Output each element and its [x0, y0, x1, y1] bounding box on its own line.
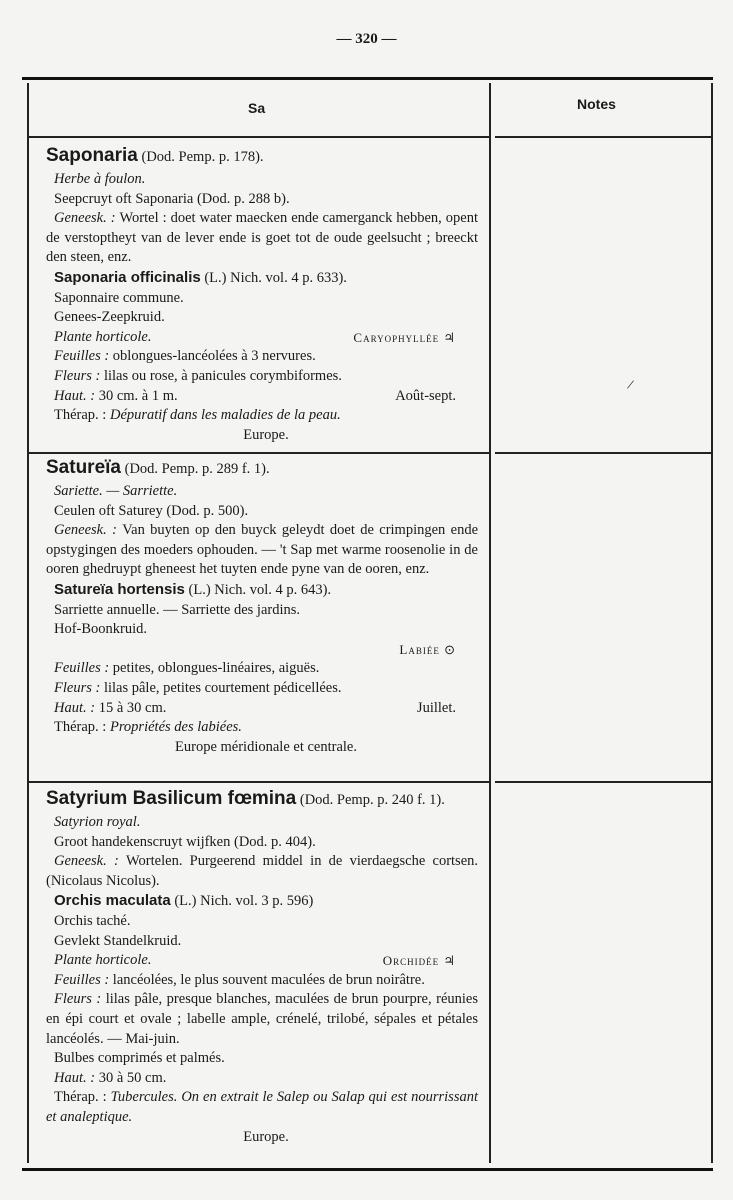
text-segment: Haut. : — [54, 699, 99, 716]
left-border — [27, 83, 29, 1163]
text-segment: Europe. — [243, 426, 289, 443]
text-segment: Saponaria — [46, 145, 138, 166]
text-segment: (Dod. Pemp. p. 289 f. 1). — [120, 461, 270, 477]
entry-line — [46, 482, 478, 502]
entry-paragraph — [46, 209, 478, 268]
text-segment: Van buyten op den buyck geleydt doet de crimpingen ende opstygingen des moeders ophouden. — 't Sap met warme roosenolie in de ooren ghedruypt gheneest het tuyten ende pyne van de ooren, enz. — [46, 522, 479, 578]
text-segment: Geneesk. : — [54, 522, 123, 539]
column-header-notes: Notes — [577, 96, 616, 112]
entry-line — [46, 813, 478, 833]
text-segment: Thérap. : — [54, 719, 110, 736]
entry-line — [46, 190, 478, 210]
text-segment: Satyrium Basilicum fœmina — [46, 788, 297, 809]
text-segment: Thérap. : — [54, 1089, 111, 1106]
notes-pencil-mark: / — [625, 377, 635, 394]
entry-satyrium — [46, 786, 478, 1147]
entry-line — [46, 601, 478, 621]
entry-paragraph — [46, 521, 478, 580]
right-border — [711, 83, 713, 1163]
section-rule-left-1 — [27, 452, 489, 454]
entry-line — [46, 367, 478, 387]
entry-line — [46, 289, 478, 309]
text-segment: Saponnaire commune. — [54, 289, 184, 306]
text-segment: Satureïa — [46, 457, 121, 478]
entry-line — [46, 170, 478, 190]
header-rule-left — [27, 136, 489, 138]
entry-line — [46, 891, 478, 912]
text-segment: oblongues-lancéolées à 3 nervures. — [112, 348, 316, 365]
entry-line — [46, 932, 478, 952]
plant-family-label: Labiée ⊙ — [399, 641, 456, 657]
entry-paragraph — [46, 852, 478, 891]
text-segment: lilas ou rose, à panicules corymbiformes. — [103, 367, 342, 384]
text-segment: Ceulen oft Saturey (Dod. p. 500). — [54, 502, 249, 519]
entry-line — [46, 738, 478, 758]
entry-line — [46, 426, 478, 446]
section-rule-left-2 — [27, 781, 489, 783]
entry-line — [46, 640, 478, 660]
flowering-period: Août-sept. — [395, 387, 456, 404]
text-segment: (Dod. Pemp. p. 178). — [137, 149, 264, 165]
section-rule-right-2 — [495, 781, 711, 783]
entry-line — [46, 620, 478, 640]
entry-title — [46, 455, 478, 482]
text-segment: Tubercules. On en extrait le Salep ou Salap qui est nourrissant et analeptique. — [46, 1089, 478, 1125]
plant-family-label: Caryophyllée ♃ — [353, 329, 456, 345]
entry-line — [46, 1069, 478, 1089]
text-segment: Wortel : doet water maecken ende camerganck hebben, opent de verstoptheyt van de lever ende is goet tot de oude geelsucht ; breeckt den steen, enz. — [46, 210, 478, 266]
entry-title — [46, 143, 478, 170]
entry-line — [46, 699, 478, 719]
entry-line — [46, 659, 478, 679]
text-segment: Seepcruyt oft Saponaria (Dod. p. 288 b). — [54, 190, 290, 207]
entry-line — [46, 268, 478, 289]
entry-paragraph — [46, 1088, 478, 1127]
text-segment: (L.) Nich. vol. 4 p. 633). — [200, 269, 347, 286]
text-segment: Satyrion royal. — [54, 814, 141, 830]
text-segment: Orchis taché. — [54, 912, 131, 929]
text-segment: Sariette. — Sarriette. — [54, 483, 178, 499]
text-segment: Hof-Boonkruid. — [54, 621, 148, 638]
column-header-entries: Sa — [248, 100, 266, 116]
entry-line — [46, 347, 478, 367]
text-segment: (L.) Nich. vol. 4 p. 643). — [184, 581, 332, 598]
entry-paragraph — [46, 990, 478, 1049]
text-segment: Dépuratif dans les maladies de la peau. — [109, 407, 341, 424]
text-segment: Saponaria officinalis — [54, 268, 201, 286]
entry-satureia — [46, 455, 478, 757]
text-segment: Fleurs : — [54, 679, 104, 696]
entry-line — [46, 1049, 478, 1069]
text-segment: Sarriette annuelle. — Sarriette des jardins. — [54, 601, 301, 618]
text-segment: Geneesk. : — [54, 853, 127, 870]
text-segment: Wortelen. Purgeerend middel in de vierdaegsche cortsen. (Nicolaus Nicolus). — [46, 853, 478, 889]
text-segment: 30 cm. à 1 m. — [98, 387, 178, 404]
text-segment: 15 à 30 cm. — [98, 699, 167, 716]
text-segment: Groot handekenscruyt wijfken (Dod. p. 404). — [54, 833, 316, 850]
text-segment: (Dod. Pemp. p. 240 f. 1). — [296, 792, 445, 808]
entry-line — [46, 406, 478, 426]
entry-line — [46, 718, 478, 738]
text-segment: Haut. : — [54, 1069, 99, 1086]
entry-line — [46, 502, 478, 522]
entry-paragraph — [46, 971, 478, 991]
text-segment: petites, oblongues-linéaires, aiguës. — [112, 660, 320, 677]
text-segment: Feuilles : — [54, 348, 113, 365]
entry-line — [46, 912, 478, 932]
text-segment: Feuilles : — [54, 971, 113, 988]
entry-line — [46, 308, 478, 328]
text-segment: Orchis maculata — [54, 892, 171, 910]
text-segment: Europe méridionale et centrale. — [175, 738, 357, 755]
text-segment: Thérap. : — [54, 407, 110, 424]
entry-line — [46, 951, 478, 971]
entry-line — [46, 679, 478, 699]
text-segment: Plante horticole. — [54, 952, 152, 969]
entry-line — [46, 328, 478, 348]
entry-line — [46, 580, 478, 601]
flowering-period: Juillet. — [416, 699, 456, 716]
text-segment: Gevlekt Standelkruid. — [54, 932, 182, 949]
entry-saponaria — [46, 143, 478, 445]
text-segment: Europe. — [243, 1128, 289, 1145]
entry-line — [46, 833, 478, 853]
text-segment: lancéolées, le plus souvent maculées de brun noirâtre. — [112, 971, 425, 988]
text-segment: Fleurs : — [54, 367, 104, 384]
text-segment: Haut. : — [54, 387, 99, 404]
text-segment: Herbe à foulon. — [54, 171, 146, 187]
page-number: — 320 — — [336, 31, 397, 47]
entry-line — [46, 387, 478, 407]
text-segment: 30 à 50 cm. — [98, 1069, 167, 1086]
text-segment: Satureïa hortensis — [54, 580, 185, 598]
text-segment: Bulbes comprimés et palmés. — [54, 1050, 225, 1067]
entry-title — [46, 786, 478, 813]
column-divider — [489, 83, 491, 1163]
plant-family-label: Orchidée ♃ — [382, 953, 456, 969]
header-rule-right — [495, 136, 711, 138]
text-segment: Geneesk. : — [54, 210, 120, 227]
entry-line — [46, 1128, 478, 1148]
text-segment: Genees-Zeepkruid. — [54, 309, 165, 326]
text-segment: Fleurs : — [54, 991, 106, 1008]
text-segment: (L.) Nich. vol. 3 p. 596) — [170, 893, 314, 910]
text-segment: lilas pâle, petites courtement pédicellées. — [103, 679, 342, 696]
section-rule-right-1 — [495, 452, 711, 454]
text-segment: lilas pâle, presque blanches, maculées de brun pourpre, réunies en épi court et ovale ; labelle ample, crénelé, trilobé, sépales et pétales lancéolés. — Mai-juin. — [46, 991, 479, 1047]
text-segment: Propriétés des labiées. — [109, 719, 242, 736]
text-segment: Feuilles : — [54, 660, 113, 677]
text-segment: Plante horticole. — [54, 328, 152, 345]
